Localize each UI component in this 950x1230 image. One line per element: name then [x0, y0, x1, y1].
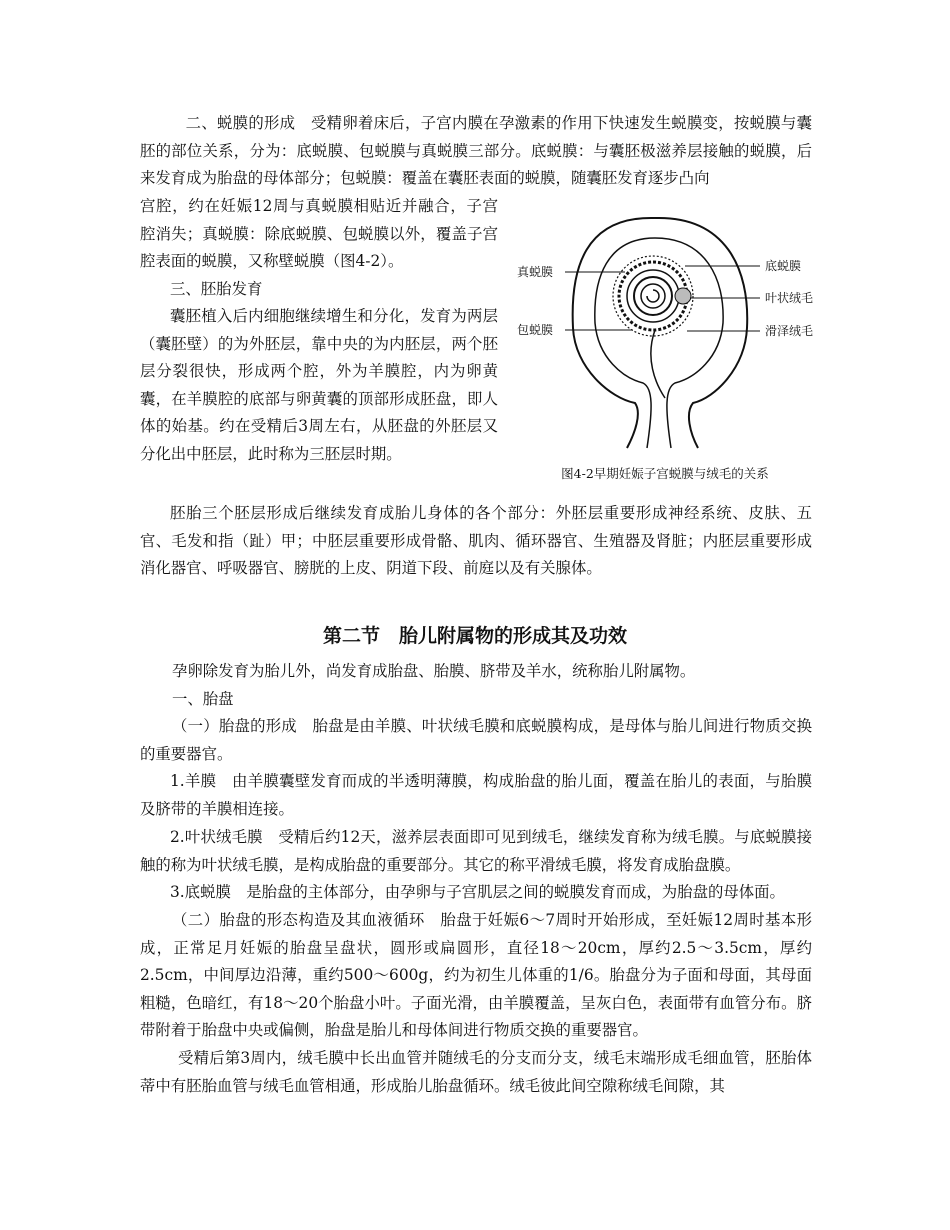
- label-true-decidua: 真蜕膜: [517, 265, 554, 279]
- label-basal-decidua: 底蜕膜: [765, 259, 802, 273]
- para-appendages-intro: 孕卵除发育为胎儿外，尚发育成胎盘、胎膜、脐带及羊水，统称胎儿附属物。: [172, 662, 696, 680]
- section-heading: 第二节 胎儿附属物的形成其及功效: [322, 625, 627, 647]
- label-capsular-decidua: 包蜕膜: [517, 323, 554, 337]
- para-basal-decidua: 3.底蜕膜 是胎盘的主体部分，由孕卵与子宫肌层之间的蜕膜发育而成，为胎盘的母体面。: [170, 883, 785, 901]
- label-chorion-frondosum: 叶状绒毛: [765, 291, 814, 305]
- para-decidua-formation: 二、蜕膜的形成 受精卵着床后，子宫内膜在孕激素的作用下快速发生蜕膜变，按蜕膜与囊胚的部位关系，分为：底蜕膜、包蜕膜与真蜕膜三部分。底蜕膜：与囊胚极滋养层接触的蜕膜，后来发育成为胎盘的母体部分；包蜕膜：覆盖在囊胚表面的蜕膜，随囊胚发育逐步凸向: [140, 114, 812, 187]
- para-decidua-formation-cont: 宫腔，约在妊娠12周与真蜕膜相贴近并融合，子宫腔消失；真蜕膜：除底蜕膜、包蜕膜以外，覆盖子宫腔表面的蜕膜，又称壁蜕膜（图4-2）。: [140, 197, 498, 270]
- uterus-decidua-diagram: [515, 208, 815, 458]
- figure-caption: 图4-2早期妊娠子宫蜕膜与绒毛的关系: [561, 466, 769, 481]
- para-germ-layers: 胚胎三个胚层形成后继续发育成胎儿身体的各个部分：外胚层重要形成神经系统、皮肤、五官、毛发和指（趾）甲；中胚层重要形成骨骼、肌肉、循环器官、生殖器及肾脏；内胚层重要形成消化器官、呼吸器官、膀胱的上皮、阴道下段、前庭以及有关腺体。: [140, 504, 812, 577]
- para-placental-circulation: 受精后第3周内，绒毛膜中长出血管并随绒毛的分支而分支，绒毛末端形成毛细血管，胚胎体蒂中有胚胎血管与绒毛血管相通，形成胎儿胎盘循环。绒毛彼此间空隙称绒毛间隙，其: [140, 1049, 812, 1095]
- para-embryo-development: 囊胚植入后内细胞继续增生和分化，发育为两层（囊胚壁）的为外胚层，靠中央的为内胚层，两个胚层分裂很快，形成两个腔，外为羊膜腔，内为卵黄囊，在羊膜腔的底部与卵黄囊的顶部形成胚盘，即人体的始基。约在受精后3周左右，从胚盘的外胚层又分化出中胚层，此时称为三胚层时期。: [140, 307, 498, 463]
- para-chorion: 2.叶状绒毛膜 受精后约12天，滋养层表面即可见到绒毛，继续发育称为绒毛膜。与底蜕膜接触的称为叶状绒毛膜，是构成胎盘的重要部分。其它的称平滑绒毛膜，将发育成胎盘膜。: [140, 828, 812, 874]
- label-chorion-laeve: 滑泽绒毛: [765, 324, 814, 338]
- para-placenta-structure: （二）胎盘的形态构造及其血液循环 胎盘于妊娠6～7周时开始形成，至妊娠12周时基本形成，正常足月妊娠的胎盘呈盘状，圆形或扁圆形，直径18～20cm，厚约2.5～3.5cm，厚约2.5cm，中间厚边沿薄，重约500～600g，约为初生儿体重的1/6。胎盘分为子面和母面，其母面粗糙，色暗红，有18～20个胎盘小叶。子面光滑，由羊膜覆盖，呈灰白色，表面带有血管分布。脐带附着于胎盘中央或偏侧，胎盘是胎儿和母体间进行物质交换的重要器官。: [140, 911, 812, 1039]
- placenta-heading: 一、胎盘: [172, 690, 234, 708]
- para-placenta-formation: （一）胎盘的形成 胎盘是由羊膜、叶状绒毛膜和底蜕膜构成，是母体与胎儿间进行物质交换的重要器官。: [140, 717, 812, 763]
- section-heading-embryo: 三、胚胎发育: [170, 280, 263, 298]
- para-amnion: 1.羊膜 由羊膜囊壁发育而成的半透明薄膜，构成胎盘的胎儿面，覆盖在胎儿的表面，与胎膜及脐带的羊膜相连接。: [140, 772, 812, 818]
- gestational-sac: [613, 256, 693, 336]
- figure-uterus-decidua: [515, 208, 815, 493]
